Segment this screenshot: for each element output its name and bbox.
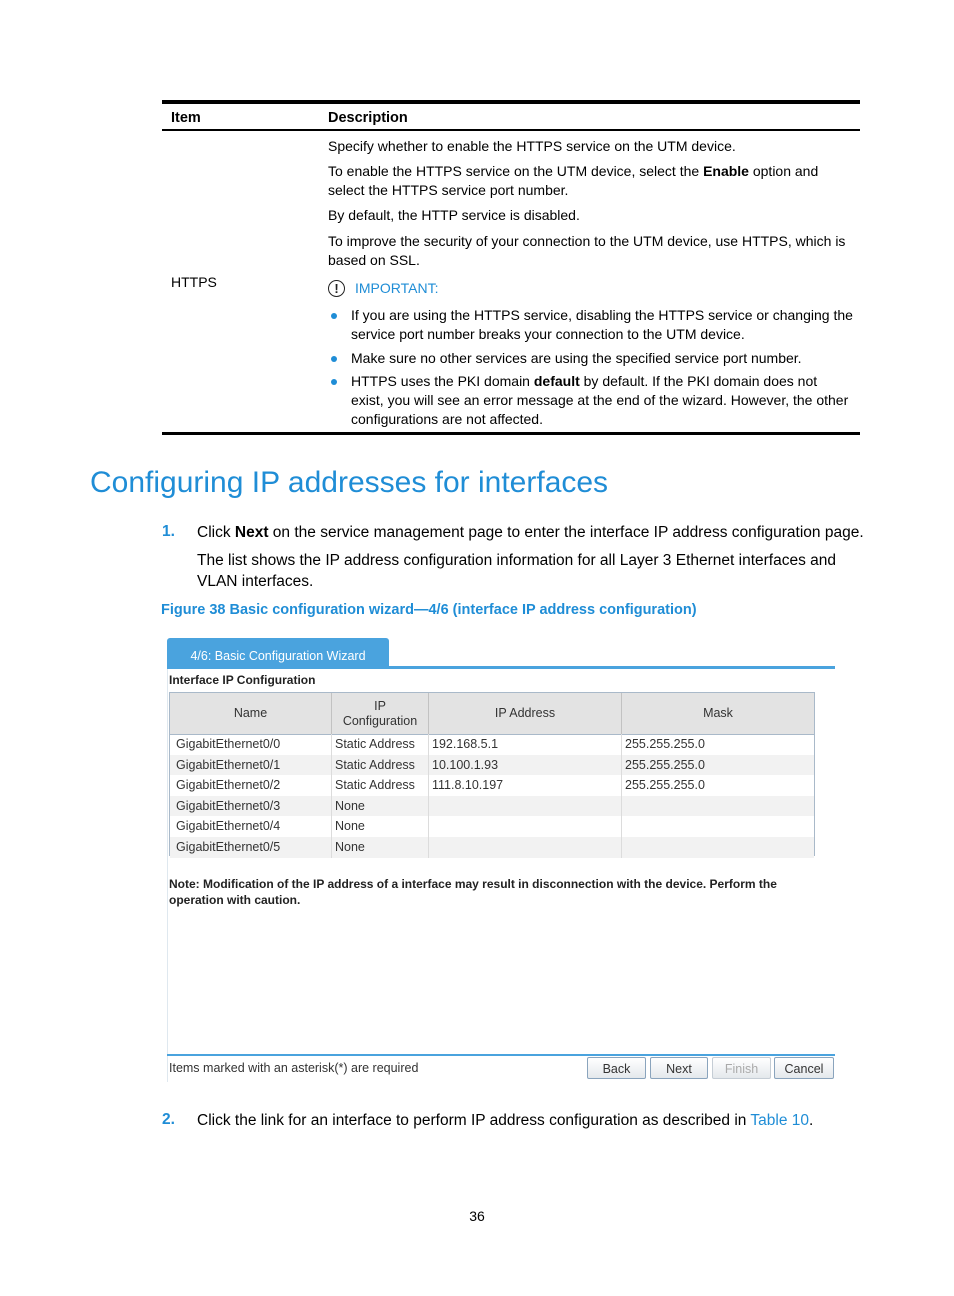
cell-name[interactable]: GigabitEthernet0/1 <box>170 755 332 776</box>
cancel-button[interactable]: Cancel <box>774 1057 834 1079</box>
desc-para-2-bold: Enable <box>703 163 749 179</box>
step-1-bold: Next <box>234 524 269 541</box>
column-header-ip-address[interactable]: IP Address <box>429 693 622 734</box>
important-label: IMPORTANT: <box>355 280 439 296</box>
cell-mask <box>622 837 814 858</box>
wizard-tab-title[interactable]: 4/6: Basic Configuration Wizard <box>167 638 389 668</box>
table-row[interactable] <box>170 755 814 776</box>
cell-ip <box>429 796 622 817</box>
bullet-text: Make sure no other services are using the specified service port number. <box>351 350 802 366</box>
table-header-description: Description <box>328 110 408 126</box>
step-1-text <box>197 522 887 543</box>
cell-name[interactable]: GigabitEthernet0/5 <box>170 837 332 858</box>
table-row[interactable] <box>170 837 814 858</box>
step-2-number: 2. <box>162 1111 175 1128</box>
figure-caption: Figure 38 Basic configuration wizard—4/6 (interface IP address configuration) <box>161 602 697 618</box>
bullet-text: If you are using the HTTPS service, disabling the HTTPS service or changing the service port number breaks your connection to the UTM device. <box>351 307 853 342</box>
table-header-rule <box>162 129 860 131</box>
cell-config: Static Address <box>332 734 429 755</box>
wizard-subtitle: Interface IP Configuration <box>169 673 316 687</box>
desc-para-3: By default, the HTTP service is disabled. <box>328 207 580 223</box>
bullet-dot-icon <box>331 356 337 362</box>
desc-para-1: Specify whether to enable the HTTPS service on the UTM device. <box>328 138 736 154</box>
desc-para-2-text-end: option and select the HTTPS service port number. <box>328 163 819 198</box>
column-header-ip-config-line2: Configuration <box>342 713 418 728</box>
desc-para-2-text: To enable the HTTPS service on the UTM device, select the <box>328 163 704 179</box>
next-button[interactable]: Next <box>650 1057 708 1079</box>
cell-config: Static Address <box>332 755 429 776</box>
cell-name[interactable]: GigabitEthernet0/0 <box>170 734 332 755</box>
cell-name[interactable]: GigabitEthernet0/3 <box>170 796 332 817</box>
exclamation-icon: ! <box>328 280 345 297</box>
bullet-dot-icon <box>331 379 337 385</box>
cell-ip <box>429 816 622 837</box>
table-header-item: Item <box>171 110 201 126</box>
step-2-post: . <box>809 1112 814 1129</box>
cell-config: None <box>332 837 429 858</box>
wizard-footer-line <box>167 1054 835 1056</box>
table-bottom-rule <box>162 432 860 435</box>
wizard-note: Note: Modification of the IP address of a interface may result in disconnection with the device. Perform the operation with caution. <box>169 877 777 907</box>
cell-mask <box>622 796 814 817</box>
wizard-left-border <box>167 669 168 1082</box>
column-header-name[interactable]: Name <box>170 693 332 734</box>
column-header-ip-configuration[interactable] <box>332 693 429 734</box>
table-row[interactable] <box>170 816 814 837</box>
desc-para-2 <box>328 162 853 200</box>
bullet-text <box>351 372 853 429</box>
interface-table <box>169 692 815 856</box>
table-item-https: HTTPS <box>171 274 217 290</box>
important-callout <box>328 279 439 298</box>
cell-ip: 111.8.10.197 <box>429 775 622 796</box>
required-fields-hint: Items marked with an asterisk(*) are required <box>169 1061 419 1075</box>
wizard-screenshot <box>167 638 835 1082</box>
step-1-post: on the service management page to enter the interface IP address configuration page. <box>268 524 864 541</box>
cell-mask: 255.255.255.0 <box>625 778 705 793</box>
cell-mask: 255.255.255.0 <box>625 737 705 751</box>
cell-config: Static Address <box>332 775 429 796</box>
cell-ip: 10.100.1.93 <box>429 755 622 776</box>
cell-config: None <box>332 816 429 837</box>
cell-mask: 255.255.255.0 <box>625 757 705 772</box>
table-top-rule <box>162 100 860 104</box>
bullet-3-bold: default <box>533 373 580 389</box>
back-button[interactable]: Back <box>587 1057 646 1079</box>
bullet-3-text: HTTPS uses the PKI domain <box>351 373 534 389</box>
cell-ip <box>429 837 622 858</box>
page-number: 36 <box>469 1208 485 1224</box>
step-1-subtext: The list shows the IP address configuration information for all Layer 3 Ethernet interfaces and VLAN interfaces. <box>197 552 837 590</box>
cell-name[interactable]: GigabitEthernet0/2 <box>170 775 332 796</box>
table-row[interactable] <box>170 796 814 817</box>
column-header-mask[interactable]: Mask <box>703 706 733 720</box>
bullet-dot-icon <box>331 313 337 319</box>
step-1-pre: Click <box>197 524 235 541</box>
table-10-link[interactable]: Table 10 <box>750 1112 810 1129</box>
finish-button[interactable]: Finish <box>712 1057 771 1079</box>
section-heading: Configuring IP addresses for interfaces <box>90 466 609 499</box>
step-2-pre: Click the link for an interface to perform IP address configuration as described in <box>197 1112 751 1129</box>
bullet-3-text-end: by default. If the PKI domain does not exist, you will see an error message at the end of the wizard. However, the other configurations are not affected. <box>351 373 849 427</box>
desc-para-4: To improve the security of your connection to the UTM device, use HTTPS, which is based on SSL. <box>328 233 846 268</box>
cell-ip: 192.168.5.1 <box>429 734 622 755</box>
cell-name[interactable]: GigabitEthernet0/4 <box>170 816 332 837</box>
table-row[interactable] <box>170 775 814 796</box>
cell-mask <box>622 816 814 837</box>
table-row[interactable] <box>170 734 814 755</box>
interface-table-header <box>170 693 814 735</box>
step-2-text <box>197 1110 877 1131</box>
cell-config: None <box>332 796 429 817</box>
column-header-ip-config-line1: IP <box>374 698 386 713</box>
step-1-number: 1. <box>162 523 175 540</box>
